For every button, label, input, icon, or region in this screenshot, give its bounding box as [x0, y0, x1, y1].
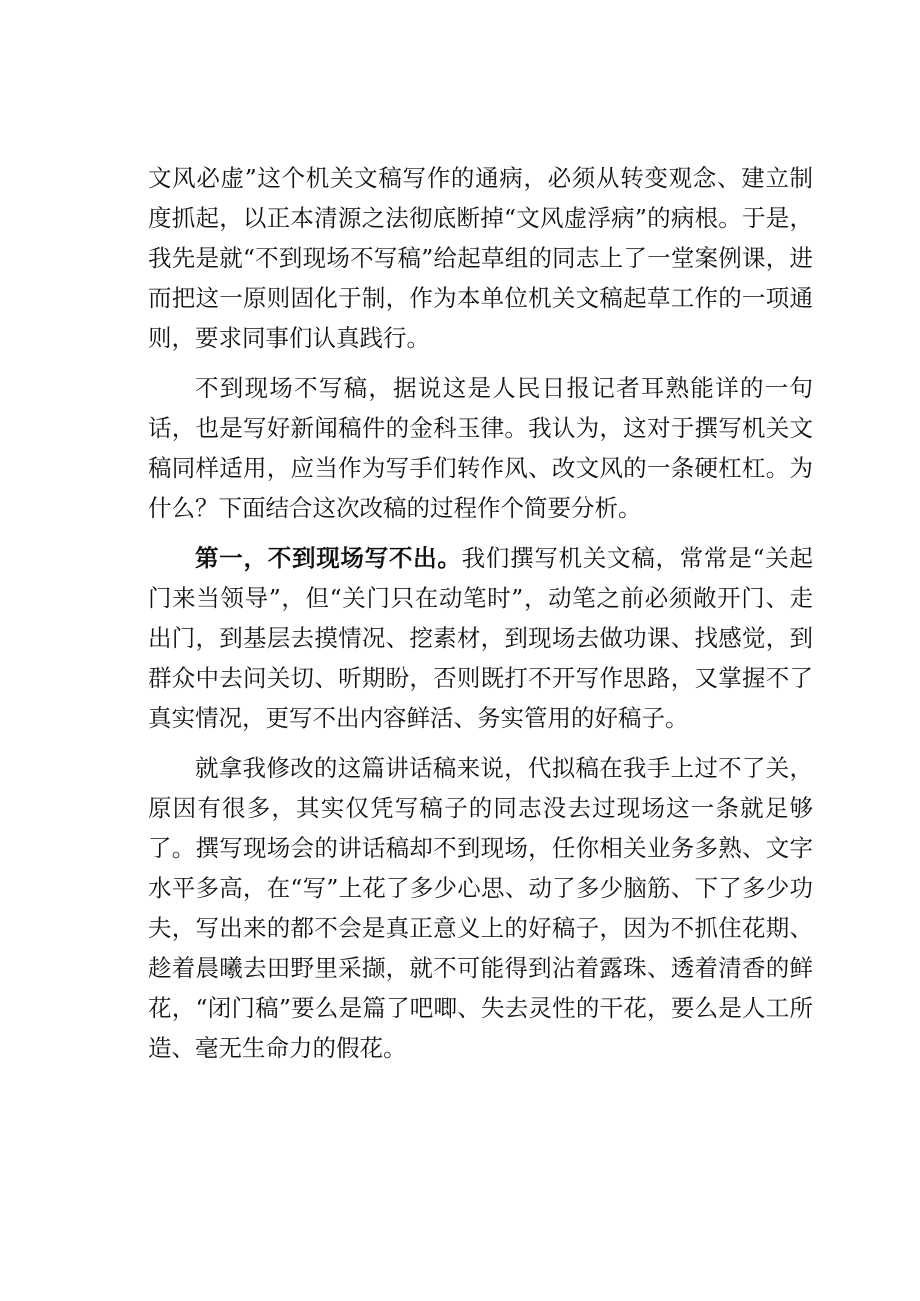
paragraph-3 — [148, 538, 813, 738]
paragraph-1 — [148, 158, 813, 358]
paragraph-2 — [148, 368, 813, 528]
paragraph-3-lead: 第一，不到现场写不出。 — [195, 544, 462, 572]
paragraph-4-text: 就拿我修改的这篇讲话稿来说，代拟稿在我手上过不了关，原因有很多，其实仅凭写稿子的同志没去过现场这一条就足够了。撰写现场会的讲话稿却不到现场，任你相关业务多熟、文字水平多高，在“写”上花了多少心思、动了多少脑筋、下了多少功夫，写出来的都不会是真正意义上的好稿子，因为不抓住花期、趁着晨曦去田野里采撷，就不可能得到沾着露珠、透着清香的鲜花，“闭门稿”要么是篇了吧唧、失去灵性的干花，要么是人工所造、毫无生命力的假花。 — [148, 754, 813, 1062]
document-body — [148, 158, 813, 1078]
paragraph-3-text: 我们撰写机关文稿，常常是“关起门来当领导”，但“关门只在动笔时”，动笔之前必须敞开门、走出门，到基层去摸情况、挖素材，到现场去做功课、找感觉，到群众中去问关切、听期盼，否则既打不开写作思路，又掌握不了真实情况，更写不出内容鲜活、务实管用的好稿子。 — [148, 544, 814, 732]
paragraph-1-text: 文风必虚”这个机关文稿写作的通病，必须从转变观念、建立制度抓起，以正本清源之法彻底断掉“文风虚浮病”的病根。于是，我先是就“不到现场不写稿”给起草组的同志上了一堂案例课，进而把这一原则固化于制，作为本单位机关文稿起草工作的一项通则，要求同事们认真践行。 — [148, 164, 813, 352]
paragraph-2-text: 不到现场不写稿，据说这是人民日报记者耳熟能详的一句话，也是写好新闻稿件的金科玉律。我认为，这对于撰写机关文稿同样适用，应当作为写手们转作风、改文风的一条硬杠杠。为什么？下面结合这次改稿的过程作个简要分析。 — [148, 374, 813, 522]
paragraph-4 — [148, 748, 813, 1068]
